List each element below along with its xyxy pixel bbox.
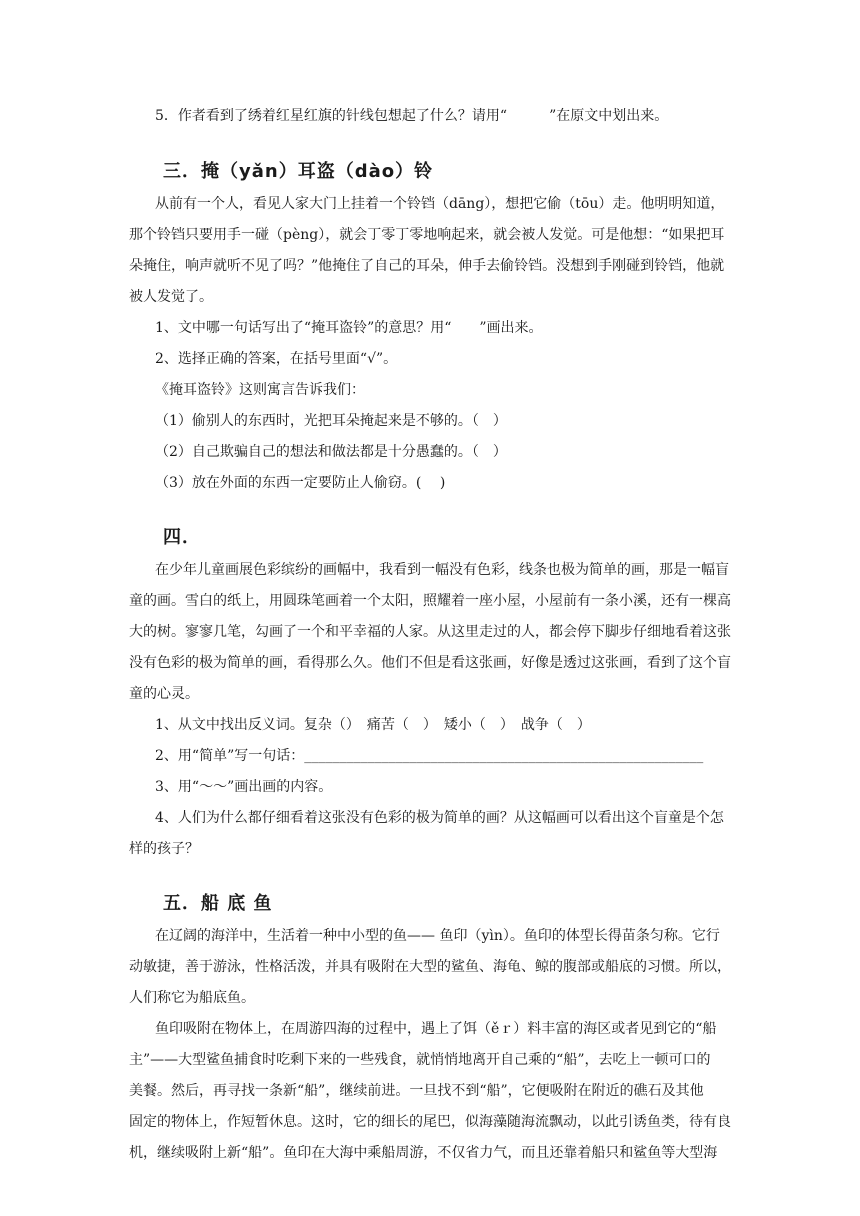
section-4-question-4-cont: 样的孩子？: [129, 841, 199, 857]
paragraph-line: 那个铃铛只要用手一碰（pèng），就会丁零丁零地响起来，就会被人发觉。可是他想：“如果把耳: [129, 227, 725, 243]
paragraph-line: 人们称它为船底鱼。: [129, 990, 255, 1006]
paragraph-line: 美餐。然后，再寻找一条新“船”，继续前进。一旦找不到“船”，它便吸附在附近的礁石及其他: [129, 1083, 704, 1099]
paragraph-line: 机，继续吸附上新“船”。鱼印在大海中乘船周游，不仅省力气，而且还靠着船只和鲨鱼等大型海: [129, 1145, 718, 1161]
paragraph-line: 没有色彩的极为简单的画，看得那么久。他们不但是看这张画，好像是透过这张画，看到了这个盲: [129, 655, 731, 671]
paragraph-line: 固定的物体上，作短暂休息。这时，它的细长的尾巴，似海藻随海流飘动，以此引诱鱼类，待有良: [129, 1114, 731, 1130]
section-4-question-3: 3、用“～～”画出画的内容。: [155, 779, 333, 795]
paragraph-line: 被人发觉了。: [129, 289, 213, 305]
section-3-question-2-stem: 《掩耳盗铃》这则寓言告诉我们：: [155, 382, 365, 398]
section-5-title: 五．船 底 鱼: [163, 893, 273, 914]
paragraph-line: 朵掩住，响声就听不见了吗？”他掩住了自己的耳朵，伸手去偷铃铛。没想到手刚碰到铃铛，他就: [129, 258, 725, 274]
section-4-question-1: 1、从文中找出反义词。复杂（） 痛苦（ ） 矮小（ ） 战争（ ）: [155, 717, 591, 733]
section-3-title: 三．掩（yǎn）耳盗（dào）铃: [163, 161, 434, 182]
paragraph-line: 童的心灵。: [129, 686, 199, 702]
option-item: （3）放在外面的东西一定要防止人偷窃。( ): [155, 475, 446, 491]
option-item: （2）自己欺骗自己的想法和做法都是十分愚蠢的。（ ）: [155, 444, 507, 460]
paragraph-line: 从前有一个人，看见人家大门上挂着一个铃铛（dāng），想把它偷（tōu）走。他明明知道，: [155, 196, 725, 212]
paragraph-line: 主”——大型鲨鱼捕食时吃剩下来的一些残食，就悄悄地离开自己乘的“船”，去吃上一顿可口的: [129, 1052, 711, 1068]
section-4-title: 四．: [163, 527, 201, 548]
paragraph-line: 大的树。寥寥几笔，勾画了一个和平幸福的人家。从这里走过的人，都会停下脚步仔细地看着这张: [129, 624, 731, 640]
option-item: （1）偷别人的东西时，光把耳朵掩起来是不够的。（ ）: [155, 413, 507, 429]
section-4-question-2: 2、用“简单”写一句话：_________________________________________________________: [155, 748, 704, 764]
paragraph-line: 鱼印吸附在物体上，在周游四海的过程中，遇上了饵（ěｒ）料丰富的海区或者见到它的“船: [155, 1021, 717, 1037]
section-3-question-1: 1、文中哪一句话写出了“掩耳盗铃”的意思？用“ ”画出来。: [155, 320, 543, 336]
paragraph-line: 童的画。雪白的纸上，用圆珠笔画着一个太阳，照耀着一座小屋，小屋前有一条小溪，还有一棵高: [129, 593, 731, 609]
paragraph-line: 动敏捷，善于游泳，性格活泼，并具有吸附在大型的鲨鱼、海龟、鲸的腹部或船底的习惯。所以，: [129, 959, 731, 975]
section-4-question-4: 4、人们为什么都仔细看着这张没有色彩的极为简单的画？从这幅画可以看出这个盲童是个怎: [155, 810, 724, 826]
paragraph-line: 在少年儿童画展色彩缤纷的画幅中，我看到一幅没有色彩，线条也极为简单的画，那是一幅盲: [155, 562, 729, 578]
section-3-question-2: 2、选择正确的答案，在括号里面“√”。: [155, 351, 398, 367]
question-5: 5．作者看到了绣着红星红旗的针线包想起了什么？请用“ ”在原文中划出来。: [155, 108, 669, 124]
paragraph-line: 在辽阔的海洋中，生活着一种中小型的鱼—— 鱼印（yìn）。鱼印的体型长得苗条匀称。它行: [155, 928, 720, 944]
